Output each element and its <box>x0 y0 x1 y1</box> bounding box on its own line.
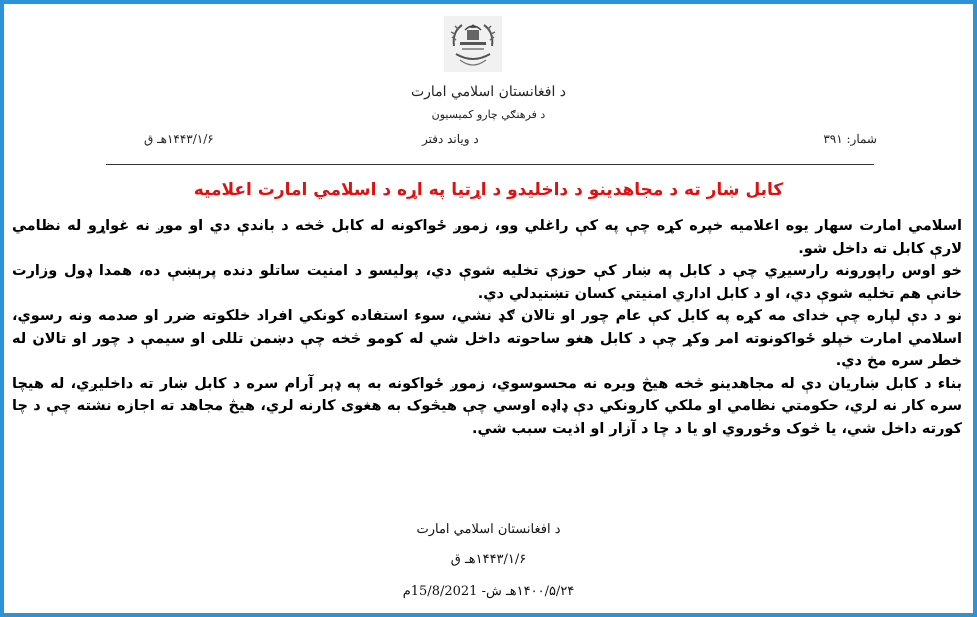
issuing-office: د ویاند دفتر <box>422 132 479 146</box>
announcement-title: کابل ښار ته د مجاهدینو د داخلیدو د اړتیا په اړه د اسلامي امارت اعلامیه <box>193 180 784 200</box>
signature-date-solar: ۱۴۰۰/۵/۲۴هـ ش- 15/8/2021م <box>402 584 575 599</box>
emirate-emblem-icon <box>440 16 506 72</box>
body-paragraph: بناء د کابل ښاریان دې له مجاهدینو څخه هیڅ ویره نه محسوسوي، زموږ ځواکونه به په ډېر آرام سره د کابل ښار ته داخلیږي، له هیچا سره کار نه لري، حکومتي نظامي او ملکي کارونکي دې ډاډه اوسي چې هیڅوک به هغوی کارنه لري، هیڅ مجاهد ته اجازه نشته چې د چا کورته داخل شي، یا څوک وځوروي او یا د چا د آزار او اذیت سبب شي. <box>12 375 962 437</box>
organization-name: د افغانستان اسلامي امارت <box>410 84 567 100</box>
body-paragraph: خو اوس راپورونه رارسیږي چې د کابل په ښار کې حوزې تخلیه شوې دي، پولیسو د امنیت ساتلو دنده پرېښې ده، همدا ډول وزارت خانې هم تخلیه شوې دي، او د کابل اداري امنیتي کسان تښتیدلي دي. <box>12 263 962 302</box>
body-paragraph: نو د دې لپاره چې خدای مه کړه په کابل کې عام چور او تالان ګډ نشي، سوء استفاده کونکي افراد خلکوته ضرر او صدمه ونه رسوي، اسلامي امارت خپلو ځواکونوته امر وکړ چې د کابل هغو ساحوته داخل شي له کومو څخه چې دښمن تللی او سیمې د چور او تالان له خطر سره مخ دي. <box>12 308 962 369</box>
document-number: شمار: ۳۹۱ <box>823 132 877 146</box>
document-date: ۱۴۴۳/۱/۶هـ ق <box>144 132 214 146</box>
signature-date-lunar: ۱۴۴۳/۱/۶هـ ق <box>450 552 527 567</box>
body-paragraph: اسلامي امارت سهار یوه اعلامیه خپره کړه چې په کې راغلي وو، زموږ ځواکونه له کابل څخه د باندې دي او موږ نه غواړو له نظامي لارې کابل ته داخل شو. <box>12 218 962 257</box>
announcement-body <box>12 215 962 440</box>
header-divider <box>106 164 874 165</box>
signature-organization: د افغانستان اسلامي امارت <box>416 522 561 537</box>
commission-name: د فرهنګي چارو کمیسیون <box>431 108 546 121</box>
